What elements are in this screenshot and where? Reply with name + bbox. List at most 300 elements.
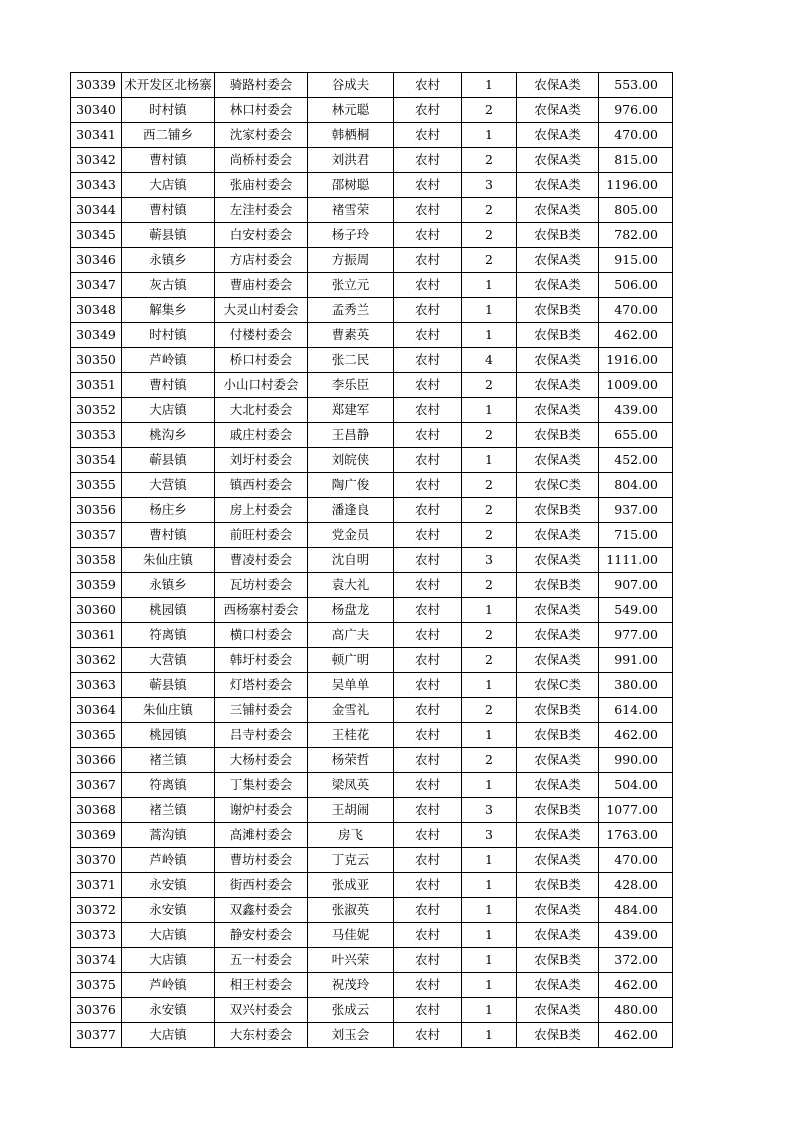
- village-committee-cell: 韩圩村委会: [215, 648, 308, 673]
- insurance-category-cell: 农保A类: [517, 523, 599, 548]
- insurance-category-cell: 农保B类: [517, 298, 599, 323]
- record-id-cell: 30365: [71, 723, 122, 748]
- person-name-cell: 李乐臣: [308, 373, 394, 398]
- town-cell: 术开发区北杨寨: [122, 73, 215, 98]
- household-type-cell: 农村: [394, 223, 462, 248]
- person-count-cell: 1: [462, 398, 517, 423]
- amount-cell: 655.00: [599, 423, 673, 448]
- household-type-cell: 农村: [394, 823, 462, 848]
- person-name-cell: 祝茂玲: [308, 973, 394, 998]
- town-cell: 大店镇: [122, 948, 215, 973]
- table-row: [71, 948, 673, 973]
- person-count-cell: 2: [462, 473, 517, 498]
- person-count-cell: 1: [462, 923, 517, 948]
- town-cell: 蒿沟镇: [122, 823, 215, 848]
- village-committee-cell: 大东村委会: [215, 1023, 308, 1048]
- table-row: [71, 223, 673, 248]
- village-committee-cell: 曹庙村委会: [215, 273, 308, 298]
- household-type-cell: 农村: [394, 548, 462, 573]
- village-committee-cell: 刘圩村委会: [215, 448, 308, 473]
- person-count-cell: 1: [462, 73, 517, 98]
- town-cell: 大营镇: [122, 648, 215, 673]
- records-table: [70, 72, 673, 1048]
- person-name-cell: 曹素英: [308, 323, 394, 348]
- insurance-category-cell: 农保B类: [517, 423, 599, 448]
- person-count-cell: 4: [462, 348, 517, 373]
- insurance-category-cell: 农保A类: [517, 398, 599, 423]
- amount-cell: 907.00: [599, 573, 673, 598]
- village-committee-cell: 灯塔村委会: [215, 673, 308, 698]
- record-id-cell: 30345: [71, 223, 122, 248]
- person-count-cell: 2: [462, 748, 517, 773]
- person-name-cell: 褚雪荣: [308, 198, 394, 223]
- town-cell: 朱仙庄镇: [122, 548, 215, 573]
- person-name-cell: 王胡闹: [308, 798, 394, 823]
- amount-cell: 470.00: [599, 298, 673, 323]
- person-name-cell: 袁大礼: [308, 573, 394, 598]
- household-type-cell: 农村: [394, 373, 462, 398]
- village-committee-cell: 林口村委会: [215, 98, 308, 123]
- person-name-cell: 党金员: [308, 523, 394, 548]
- household-type-cell: 农村: [394, 898, 462, 923]
- record-id-cell: 30350: [71, 348, 122, 373]
- insurance-category-cell: 农保A类: [517, 773, 599, 798]
- insurance-category-cell: 农保A类: [517, 198, 599, 223]
- person-count-cell: 1: [462, 898, 517, 923]
- person-name-cell: 房飞: [308, 823, 394, 848]
- person-name-cell: 韩栖桐: [308, 123, 394, 148]
- amount-cell: 1916.00: [599, 348, 673, 373]
- household-type-cell: 农村: [394, 773, 462, 798]
- person-count-cell: 3: [462, 173, 517, 198]
- household-type-cell: 农村: [394, 398, 462, 423]
- village-committee-cell: 五一村委会: [215, 948, 308, 973]
- table-row: [71, 98, 673, 123]
- person-count-cell: 1: [462, 998, 517, 1023]
- village-committee-cell: 张庙村委会: [215, 173, 308, 198]
- insurance-category-cell: 农保A类: [517, 348, 599, 373]
- household-type-cell: 农村: [394, 448, 462, 473]
- person-name-cell: 沈自明: [308, 548, 394, 573]
- table-row: [71, 348, 673, 373]
- village-committee-cell: 房上村委会: [215, 498, 308, 523]
- insurance-category-cell: 农保B类: [517, 1023, 599, 1048]
- village-committee-cell: 桥口村委会: [215, 348, 308, 373]
- table-row: [71, 673, 673, 698]
- amount-cell: 439.00: [599, 923, 673, 948]
- person-count-cell: 2: [462, 98, 517, 123]
- person-count-cell: 2: [462, 373, 517, 398]
- insurance-category-cell: 农保A类: [517, 648, 599, 673]
- town-cell: 西二铺乡: [122, 123, 215, 148]
- household-type-cell: 农村: [394, 873, 462, 898]
- household-type-cell: 农村: [394, 148, 462, 173]
- person-name-cell: 张成亚: [308, 873, 394, 898]
- person-count-cell: 1: [462, 123, 517, 148]
- household-type-cell: 农村: [394, 348, 462, 373]
- insurance-category-cell: 农保A类: [517, 548, 599, 573]
- table-row: [71, 423, 673, 448]
- person-name-cell: 杨子玲: [308, 223, 394, 248]
- village-committee-cell: 曹坊村委会: [215, 848, 308, 873]
- person-count-cell: 1: [462, 873, 517, 898]
- table-row: [71, 473, 673, 498]
- household-type-cell: 农村: [394, 73, 462, 98]
- amount-cell: 976.00: [599, 98, 673, 123]
- village-committee-cell: 吕寺村委会: [215, 723, 308, 748]
- town-cell: 曹村镇: [122, 148, 215, 173]
- village-committee-cell: 丁集村委会: [215, 773, 308, 798]
- person-count-cell: 1: [462, 448, 517, 473]
- town-cell: 永安镇: [122, 998, 215, 1023]
- amount-cell: 937.00: [599, 498, 673, 523]
- amount-cell: 470.00: [599, 123, 673, 148]
- record-id-cell: 30355: [71, 473, 122, 498]
- record-id-cell: 30360: [71, 598, 122, 623]
- person-name-cell: 马佳妮: [308, 923, 394, 948]
- record-id-cell: 30377: [71, 1023, 122, 1048]
- record-id-cell: 30374: [71, 948, 122, 973]
- person-name-cell: 孟秀兰: [308, 298, 394, 323]
- table-row: [71, 823, 673, 848]
- table-row: [71, 198, 673, 223]
- town-cell: 芦岭镇: [122, 348, 215, 373]
- insurance-category-cell: 农保A类: [517, 273, 599, 298]
- town-cell: 大店镇: [122, 1023, 215, 1048]
- record-id-cell: 30357: [71, 523, 122, 548]
- town-cell: 桃园镇: [122, 723, 215, 748]
- town-cell: 符离镇: [122, 623, 215, 648]
- amount-cell: 977.00: [599, 623, 673, 648]
- record-id-cell: 30339: [71, 73, 122, 98]
- household-type-cell: 农村: [394, 673, 462, 698]
- town-cell: 时村镇: [122, 98, 215, 123]
- person-count-cell: 2: [462, 623, 517, 648]
- insurance-category-cell: 农保A类: [517, 598, 599, 623]
- record-id-cell: 30353: [71, 423, 122, 448]
- record-id-cell: 30349: [71, 323, 122, 348]
- town-cell: 芦岭镇: [122, 973, 215, 998]
- village-committee-cell: 双鑫村委会: [215, 898, 308, 923]
- person-name-cell: 刘洪君: [308, 148, 394, 173]
- person-count-cell: 2: [462, 223, 517, 248]
- insurance-category-cell: 农保B类: [517, 573, 599, 598]
- person-count-cell: 1: [462, 973, 517, 998]
- town-cell: 曹村镇: [122, 198, 215, 223]
- table-row: [71, 748, 673, 773]
- person-name-cell: 邵树聪: [308, 173, 394, 198]
- village-committee-cell: 尚桥村委会: [215, 148, 308, 173]
- town-cell: 灰古镇: [122, 273, 215, 298]
- household-type-cell: 农村: [394, 98, 462, 123]
- person-count-cell: 2: [462, 573, 517, 598]
- household-type-cell: 农村: [394, 623, 462, 648]
- town-cell: 曹村镇: [122, 373, 215, 398]
- amount-cell: 484.00: [599, 898, 673, 923]
- person-name-cell: 刘皖侠: [308, 448, 394, 473]
- document-page: [70, 72, 672, 1048]
- record-id-cell: 30347: [71, 273, 122, 298]
- village-committee-cell: 谢炉村委会: [215, 798, 308, 823]
- person-name-cell: 张立元: [308, 273, 394, 298]
- household-type-cell: 农村: [394, 723, 462, 748]
- table-body: [71, 73, 673, 1048]
- insurance-category-cell: 农保A类: [517, 123, 599, 148]
- amount-cell: 1763.00: [599, 823, 673, 848]
- town-cell: 桃沟乡: [122, 423, 215, 448]
- village-committee-cell: 白安村委会: [215, 223, 308, 248]
- village-committee-cell: 大灵山村委会: [215, 298, 308, 323]
- village-committee-cell: 方店村委会: [215, 248, 308, 273]
- record-id-cell: 30359: [71, 573, 122, 598]
- table-row: [71, 623, 673, 648]
- town-cell: 解集乡: [122, 298, 215, 323]
- record-id-cell: 30370: [71, 848, 122, 873]
- person-count-cell: 3: [462, 548, 517, 573]
- record-id-cell: 30376: [71, 998, 122, 1023]
- amount-cell: 462.00: [599, 323, 673, 348]
- village-committee-cell: 左洼村委会: [215, 198, 308, 223]
- table-row: [71, 648, 673, 673]
- record-id-cell: 30351: [71, 373, 122, 398]
- table-row: [71, 923, 673, 948]
- insurance-category-cell: 农保A类: [517, 923, 599, 948]
- person-name-cell: 杨荣哲: [308, 748, 394, 773]
- amount-cell: 1009.00: [599, 373, 673, 398]
- village-committee-cell: 前旺村委会: [215, 523, 308, 548]
- person-name-cell: 叶兴荣: [308, 948, 394, 973]
- household-type-cell: 农村: [394, 848, 462, 873]
- amount-cell: 815.00: [599, 148, 673, 173]
- household-type-cell: 农村: [394, 973, 462, 998]
- table-row: [71, 248, 673, 273]
- household-type-cell: 农村: [394, 173, 462, 198]
- person-count-cell: 2: [462, 248, 517, 273]
- record-id-cell: 30358: [71, 548, 122, 573]
- amount-cell: 380.00: [599, 673, 673, 698]
- insurance-category-cell: 农保B类: [517, 873, 599, 898]
- town-cell: 大营镇: [122, 473, 215, 498]
- record-id-cell: 30343: [71, 173, 122, 198]
- town-cell: 杨庄乡: [122, 498, 215, 523]
- village-committee-cell: 付楼村委会: [215, 323, 308, 348]
- person-count-cell: 3: [462, 798, 517, 823]
- person-count-cell: 2: [462, 698, 517, 723]
- amount-cell: 452.00: [599, 448, 673, 473]
- record-id-cell: 30356: [71, 498, 122, 523]
- amount-cell: 462.00: [599, 723, 673, 748]
- insurance-category-cell: 农保A类: [517, 973, 599, 998]
- record-id-cell: 30371: [71, 873, 122, 898]
- insurance-category-cell: 农保A类: [517, 98, 599, 123]
- table-row: [71, 373, 673, 398]
- table-row: [71, 573, 673, 598]
- person-name-cell: 王桂花: [308, 723, 394, 748]
- person-count-cell: 2: [462, 523, 517, 548]
- household-type-cell: 农村: [394, 948, 462, 973]
- person-count-cell: 1: [462, 298, 517, 323]
- household-type-cell: 农村: [394, 523, 462, 548]
- household-type-cell: 农村: [394, 248, 462, 273]
- person-count-cell: 1: [462, 773, 517, 798]
- amount-cell: 1111.00: [599, 548, 673, 573]
- record-id-cell: 30352: [71, 398, 122, 423]
- amount-cell: 915.00: [599, 248, 673, 273]
- household-type-cell: 农村: [394, 123, 462, 148]
- record-id-cell: 30363: [71, 673, 122, 698]
- record-id-cell: 30340: [71, 98, 122, 123]
- insurance-category-cell: 农保A类: [517, 823, 599, 848]
- record-id-cell: 30361: [71, 623, 122, 648]
- town-cell: 时村镇: [122, 323, 215, 348]
- amount-cell: 439.00: [599, 398, 673, 423]
- insurance-category-cell: 农保C类: [517, 673, 599, 698]
- table-row: [71, 448, 673, 473]
- town-cell: 曹村镇: [122, 523, 215, 548]
- amount-cell: 428.00: [599, 873, 673, 898]
- insurance-category-cell: 农保A类: [517, 248, 599, 273]
- insurance-category-cell: 农保B类: [517, 223, 599, 248]
- table-row: [71, 398, 673, 423]
- household-type-cell: 农村: [394, 998, 462, 1023]
- person-name-cell: 谷成夫: [308, 73, 394, 98]
- person-count-cell: 1: [462, 598, 517, 623]
- amount-cell: 372.00: [599, 948, 673, 973]
- table-row: [71, 323, 673, 348]
- household-type-cell: 农村: [394, 698, 462, 723]
- person-name-cell: 杨盘龙: [308, 598, 394, 623]
- person-name-cell: 林元聪: [308, 98, 394, 123]
- person-count-cell: 2: [462, 498, 517, 523]
- village-committee-cell: 双兴村委会: [215, 998, 308, 1023]
- table-row: [71, 998, 673, 1023]
- table-row: [71, 273, 673, 298]
- insurance-category-cell: 农保A类: [517, 748, 599, 773]
- person-name-cell: 丁克云: [308, 848, 394, 873]
- person-name-cell: 梁凤英: [308, 773, 394, 798]
- town-cell: 蕲县镇: [122, 223, 215, 248]
- record-id-cell: 30364: [71, 698, 122, 723]
- amount-cell: 1077.00: [599, 798, 673, 823]
- table-row: [71, 848, 673, 873]
- amount-cell: 715.00: [599, 523, 673, 548]
- amount-cell: 614.00: [599, 698, 673, 723]
- household-type-cell: 农村: [394, 1023, 462, 1048]
- amount-cell: 553.00: [599, 73, 673, 98]
- town-cell: 褚兰镇: [122, 798, 215, 823]
- person-count-cell: 1: [462, 673, 517, 698]
- insurance-category-cell: 农保A类: [517, 448, 599, 473]
- household-type-cell: 农村: [394, 273, 462, 298]
- village-committee-cell: 骑路村委会: [215, 73, 308, 98]
- insurance-category-cell: 农保A类: [517, 373, 599, 398]
- amount-cell: 805.00: [599, 198, 673, 223]
- person-count-cell: 1: [462, 948, 517, 973]
- insurance-category-cell: 农保B类: [517, 798, 599, 823]
- record-id-cell: 30346: [71, 248, 122, 273]
- record-id-cell: 30372: [71, 898, 122, 923]
- household-type-cell: 农村: [394, 748, 462, 773]
- amount-cell: 1196.00: [599, 173, 673, 198]
- town-cell: 大店镇: [122, 173, 215, 198]
- amount-cell: 470.00: [599, 848, 673, 873]
- village-committee-cell: 小山口村委会: [215, 373, 308, 398]
- person-name-cell: 高广夫: [308, 623, 394, 648]
- insurance-category-cell: 农保A类: [517, 148, 599, 173]
- table-row: [71, 723, 673, 748]
- amount-cell: 991.00: [599, 648, 673, 673]
- record-id-cell: 30344: [71, 198, 122, 223]
- person-name-cell: 刘玉会: [308, 1023, 394, 1048]
- town-cell: 大店镇: [122, 923, 215, 948]
- village-committee-cell: 西杨寨村委会: [215, 598, 308, 623]
- person-name-cell: 陶广俊: [308, 473, 394, 498]
- insurance-category-cell: 农保A类: [517, 623, 599, 648]
- person-count-cell: 1: [462, 723, 517, 748]
- amount-cell: 782.00: [599, 223, 673, 248]
- person-count-cell: 2: [462, 648, 517, 673]
- amount-cell: 804.00: [599, 473, 673, 498]
- record-id-cell: 30354: [71, 448, 122, 473]
- table-row: [71, 698, 673, 723]
- household-type-cell: 农村: [394, 798, 462, 823]
- village-committee-cell: 大杨村委会: [215, 748, 308, 773]
- household-type-cell: 农村: [394, 323, 462, 348]
- table-row: [71, 548, 673, 573]
- person-name-cell: 郑建军: [308, 398, 394, 423]
- town-cell: 芦岭镇: [122, 848, 215, 873]
- table-row: [71, 123, 673, 148]
- household-type-cell: 农村: [394, 598, 462, 623]
- village-committee-cell: 高滩村委会: [215, 823, 308, 848]
- record-id-cell: 30342: [71, 148, 122, 173]
- household-type-cell: 农村: [394, 923, 462, 948]
- town-cell: 蕲县镇: [122, 448, 215, 473]
- village-committee-cell: 三铺村委会: [215, 698, 308, 723]
- person-count-cell: 2: [462, 423, 517, 448]
- insurance-category-cell: 农保B类: [517, 723, 599, 748]
- table-row: [71, 298, 673, 323]
- town-cell: 大店镇: [122, 398, 215, 423]
- town-cell: 蕲县镇: [122, 673, 215, 698]
- record-id-cell: 30348: [71, 298, 122, 323]
- table-row: [71, 148, 673, 173]
- household-type-cell: 农村: [394, 298, 462, 323]
- village-committee-cell: 静安村委会: [215, 923, 308, 948]
- table-row: [71, 598, 673, 623]
- insurance-category-cell: 农保A类: [517, 848, 599, 873]
- record-id-cell: 30367: [71, 773, 122, 798]
- town-cell: 褚兰镇: [122, 748, 215, 773]
- village-committee-cell: 戚庄村委会: [215, 423, 308, 448]
- record-id-cell: 30373: [71, 923, 122, 948]
- household-type-cell: 农村: [394, 198, 462, 223]
- person-count-cell: 2: [462, 148, 517, 173]
- insurance-category-cell: 农保B类: [517, 698, 599, 723]
- person-name-cell: 潘逢良: [308, 498, 394, 523]
- town-cell: 永镇乡: [122, 248, 215, 273]
- table-row: [71, 798, 673, 823]
- person-count-cell: 1: [462, 273, 517, 298]
- amount-cell: 549.00: [599, 598, 673, 623]
- household-type-cell: 农村: [394, 473, 462, 498]
- table-row: [71, 773, 673, 798]
- village-committee-cell: 横口村委会: [215, 623, 308, 648]
- record-id-cell: 30362: [71, 648, 122, 673]
- person-name-cell: 顿广明: [308, 648, 394, 673]
- village-committee-cell: 相王村委会: [215, 973, 308, 998]
- table-row: [71, 973, 673, 998]
